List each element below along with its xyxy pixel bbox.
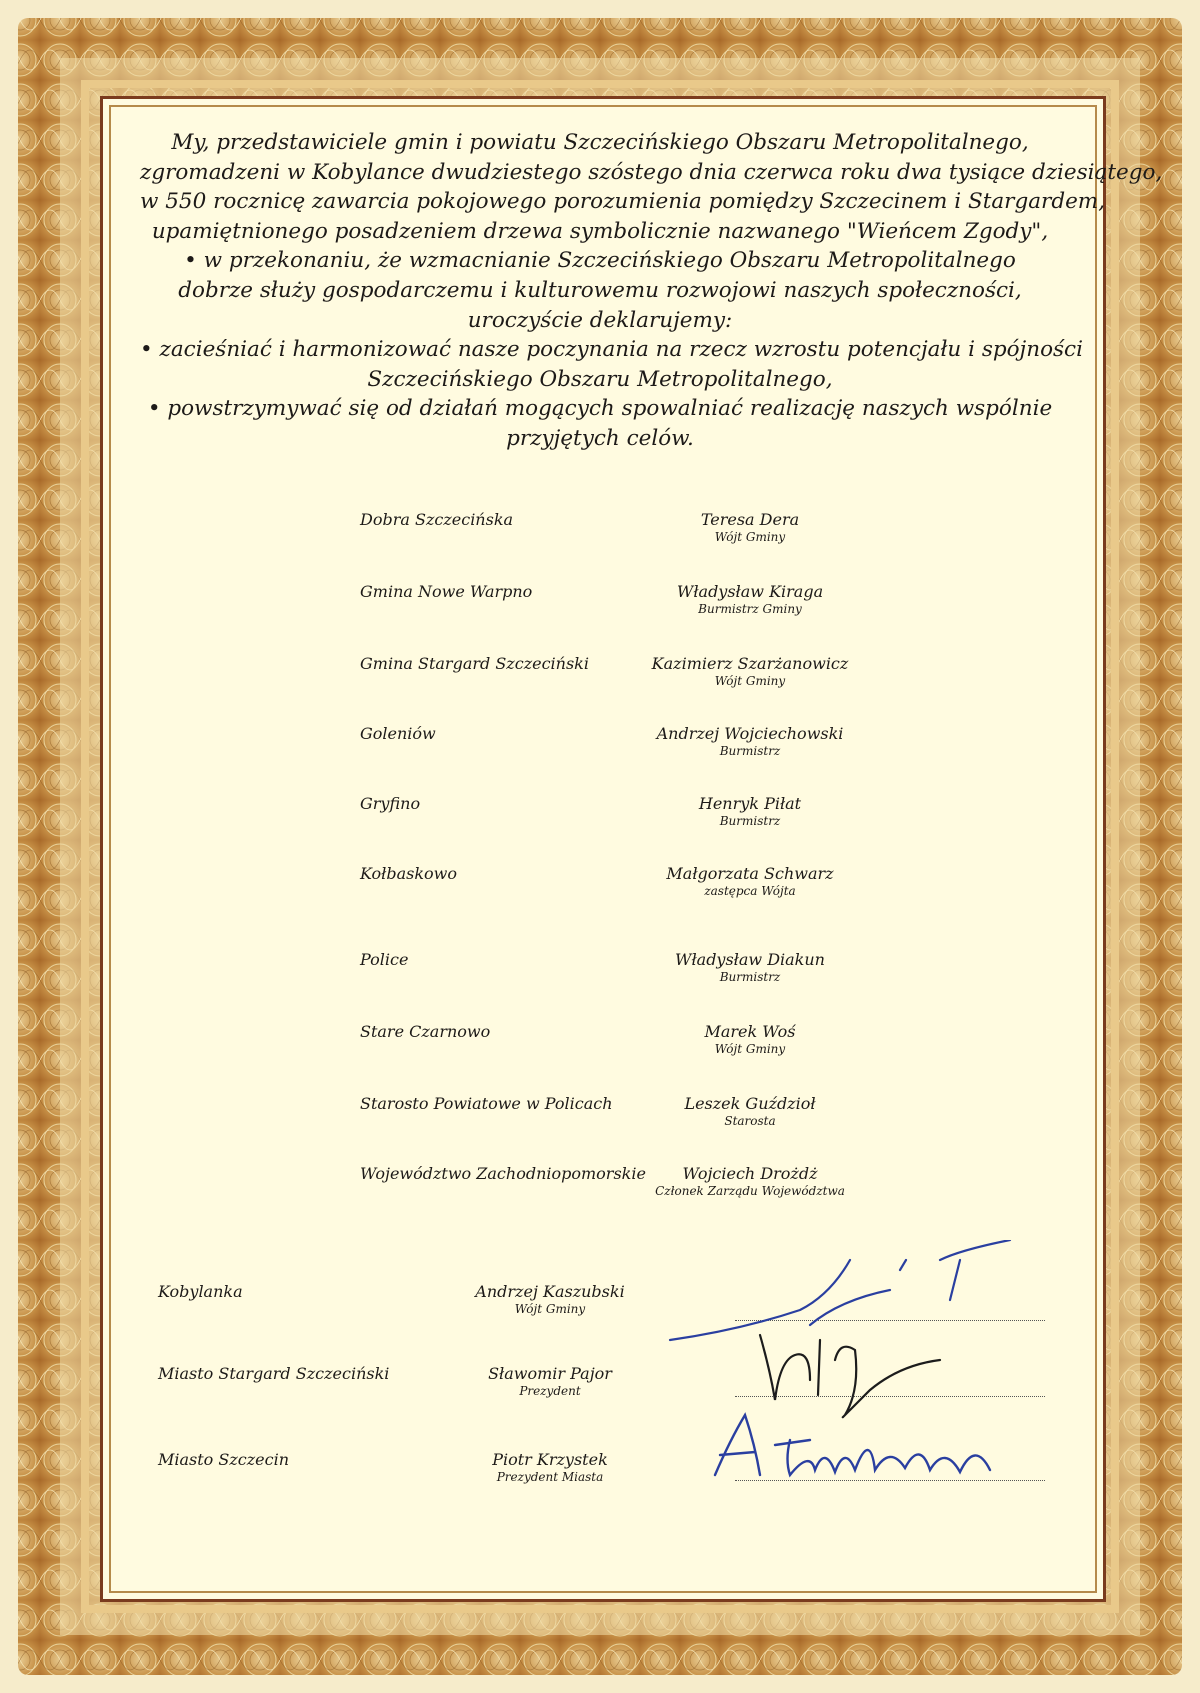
signatory-function: Prezydent Miasta [496,1470,604,1484]
signatory-function: Członek Zarządu Województwa [655,1184,845,1198]
signatory-person [620,864,880,899]
signatory-function: Wójt Gminy [714,1042,786,1056]
signatory-function: Burmistrz [719,814,781,828]
preamble-line: • zacieśniać i harmonizować nasze poczynania na rzecz wzrostu potencjału i spójności [140,337,1083,363]
signatory-function: Burmistrz [719,744,781,758]
signatory-person [620,582,880,617]
signatory-gmina: Dobra Szczecińska [360,510,514,529]
preamble-line: • w przekonaniu, że wzmacnianie Szczecińskiego Obszaru Metropolitalnego [184,248,1016,274]
signatory-name: Piotr Krzystek [492,1450,608,1469]
preamble-line: przyjętych celów. [506,425,694,451]
signatory-name: Wojciech Drożdż [682,1164,818,1183]
signatory-name: Władysław Kiraga [676,582,824,601]
preamble-line: zgromadzeni w Kobylance dwudziestego szóstego dnia czerwca roku dwa tysiące dziesiątego, [140,159,1163,185]
signatory-gmina: Województwo Zachodniopomorskie [360,1164,646,1183]
signatory-name: Teresa Dera [700,510,800,529]
preamble-line: upamiętnionego posadzeniem drzewa symbolicznie nazwanego "Wieńcem Zgody", [151,218,1049,244]
signatory-gmina: Goleniów [360,724,436,743]
signatory-function: Burmistrz Gminy [698,602,802,616]
signatory-gmina: Kołbaskowo [360,864,457,883]
preamble-line: uroczyście deklarujemy: [467,307,733,333]
preamble-line: My, przedstawiciele gmin i powiatu Szczecińskiego Obszaru Metropolitalnego, [171,130,1029,155]
signatory-person [620,794,880,829]
signatory-function: Starosta [724,1114,776,1128]
preamble-line: w 550 rocznicę zawarcia pokojowego porozumienia pomiędzy Szczecinem i Stargardem, [140,189,1106,215]
signatory-gmina: Police [360,950,409,969]
signatory-function: Wójt Gminy [514,1302,586,1316]
signatory-person [620,724,880,759]
signatory-name: Henryk Piłat [698,794,802,813]
signatory-gmina: Gryfino [360,794,421,813]
bottom-person [420,1364,680,1399]
signatory-gmina: Starosto Powiatowe w Policach [360,1094,613,1113]
signatory-person [620,510,880,545]
preamble-line: Szczecińskiego Obszaru Metropolitalnego, [367,366,833,392]
signatory-name: Andrzej Wojciechowski [656,724,844,743]
signatory-gmina: Gmina Stargard Szczeciński [360,654,589,673]
bottom-gmina: Miasto Stargard Szczeciński [158,1364,390,1383]
preamble-line: • powstrzymywać się od działań mogących spowalniać realizację naszych wspólnie [147,396,1053,422]
signatory-function: Wójt Gminy [714,674,786,688]
signatory-person [620,1022,880,1057]
bottom-gmina: Miasto Szczecin [158,1450,290,1469]
declaration-text [140,128,1163,454]
signatory-function: zastępca Wójta [704,884,796,898]
signatory-name: Andrzej Kaszubski [475,1282,625,1301]
signatory-person [620,1164,880,1199]
signatory-function: Burmistrz [719,970,781,984]
signatory-name: Kazimierz Szarżanowicz [651,654,849,673]
signatory-function: Prezydent [519,1384,581,1398]
signatory-gmina: Stare Czarnowo [360,1022,491,1041]
handwritten-signatures [660,1240,1060,1500]
signatory-function: Wójt Gminy [714,530,786,544]
preamble-line: dobrze służy gospodarczemu i kulturowemu rozwojowi naszych społeczności, [178,277,1022,303]
bottom-gmina: Kobylanka [158,1282,243,1301]
signatory-name: Leszek Guździoł [684,1094,816,1113]
signatory-name: Małgorzata Schwarz [666,864,834,883]
signatory-name: Marek Woś [704,1022,796,1041]
signatory-name: Władysław Diakun [675,950,825,969]
signatory-gmina: Gmina Nowe Warpno [360,582,533,601]
bottom-person [420,1450,680,1485]
signatory-person [620,654,880,689]
signatory-name: Sławomir Pajor [488,1364,612,1383]
bottom-person [420,1282,680,1317]
signatory-person [620,950,880,985]
signatory-person [620,1094,880,1129]
